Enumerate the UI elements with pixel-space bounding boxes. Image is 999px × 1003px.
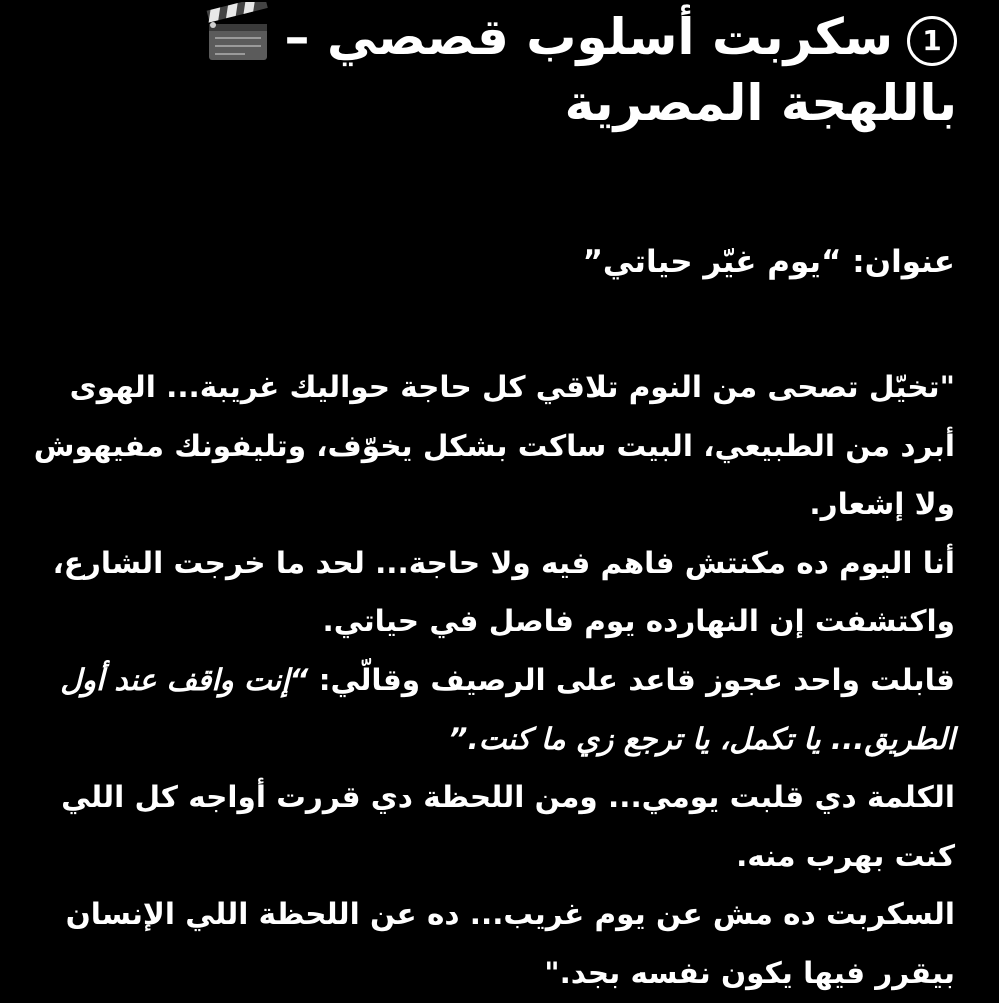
circled-number-badge: 1 — [907, 16, 957, 66]
body-line: السكربت ده مش عن يوم غريب... ده عن اللحظة اللي الإنسان — [65, 897, 955, 932]
quote-text: “إنت واقف عند أول — [60, 662, 309, 697]
body-line — [60, 651, 955, 710]
body-line: الكلمة دي قلبت يومي... ومن اللحظة دي قررت أواجه كل اللي — [61, 780, 955, 815]
clapperboard-icon — [205, 2, 271, 62]
script-body — [33, 358, 955, 1003]
body-line: أنا اليوم ده مكنتش فاهم فيه ولا حاجة... لحد ما خرجت الشارع، — [52, 545, 955, 580]
body-line: أبرد من الطبيعي، البيت ساكت بشكل يخوّف، وتليفونك مفيهوش — [33, 428, 955, 463]
script-heading — [57, 2, 957, 136]
body-line: "تخيّل تصحى من النوم تلاقي كل حاجة حواليك غريبة... الهوى — [69, 370, 955, 404]
heading-title-text: سكربت أسلوب قصصي – — [284, 8, 893, 66]
script-subtitle: عنوان: “يوم غيّر حياتي” — [582, 244, 955, 280]
quote-text: الطريق... يا تكمل، يا ترجع زي ما كنت.” — [448, 721, 955, 756]
heading-line-1 — [57, 2, 957, 70]
heading-line-2: باللهجة المصرية — [564, 74, 957, 132]
body-line — [65, 710, 955, 769]
body-line: بيقرر فيها يكون نفسه بجد." — [544, 955, 955, 990]
body-line: كنت بهرب منه. — [736, 838, 955, 873]
body-line: واكتشفت إن النهارده يوم فاصل في حياتي. — [322, 604, 955, 639]
body-line: ولا إشعار. — [809, 487, 955, 522]
body-line-plain: قابلت واحد عجوز قاعد على الرصيف وقالّي: — [308, 662, 955, 697]
